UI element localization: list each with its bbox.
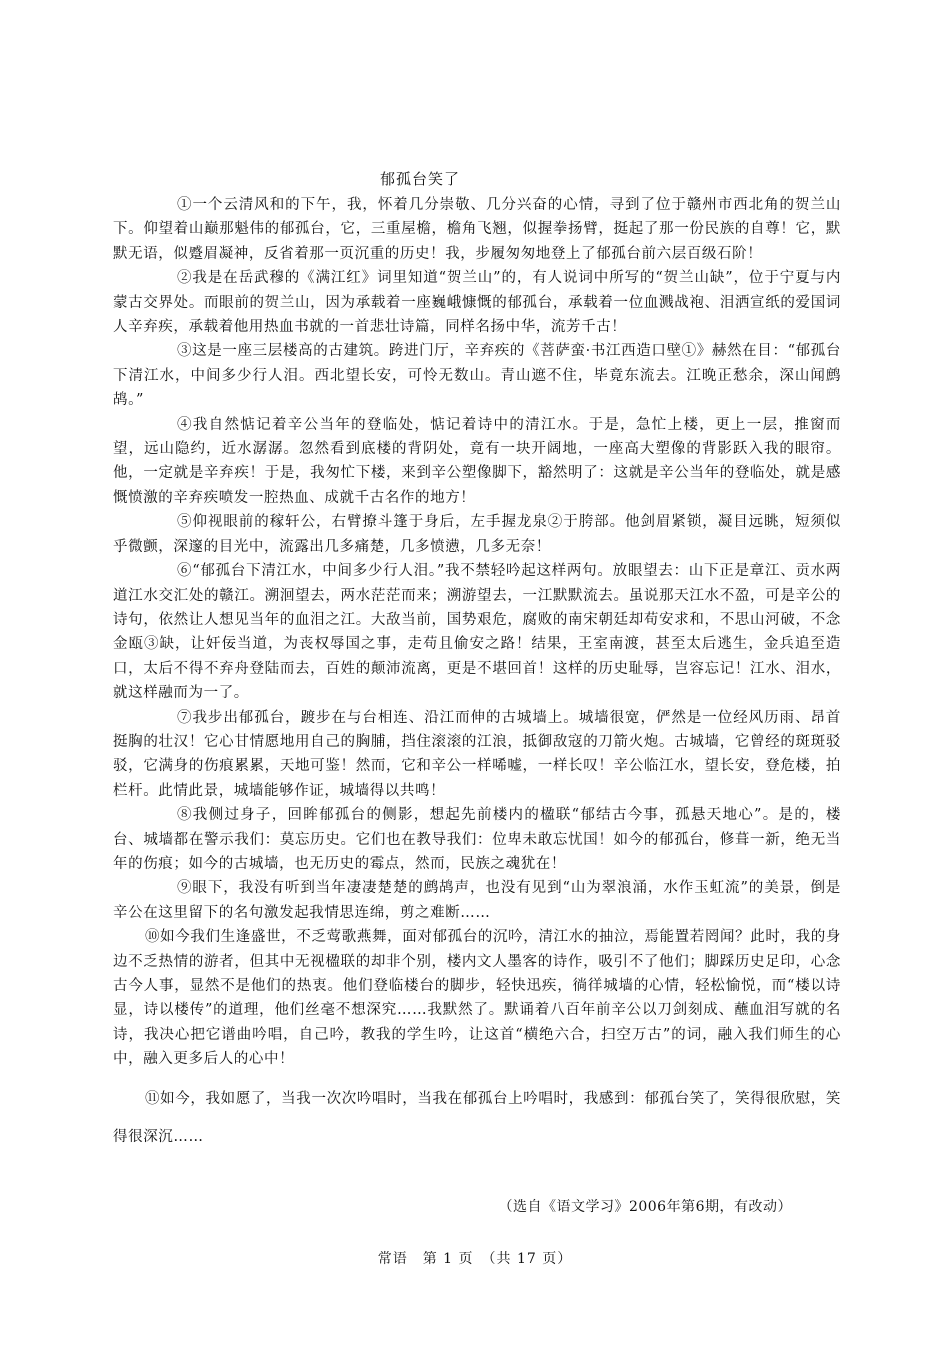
paragraph-1: ①一个云清风和的下午，我，怀着几分崇敬、几分兴奋的心情，寻到了位于赣州市西北角的贺兰山下。仰望着山巅那魁伟的郁孤台，它，三重屋檐，檐角飞翘，似握拳扬臂，挺起了那一份民族的自尊！它，默默无语，似蹙眉凝神，反省着那一页沉重的历史！我，步履匆匆地登上了郁孤台前六层百级石阶！ — [113, 197, 841, 262]
paragraph-10: ⑩如今我们生逢盛世，不乏莺歌燕舞，面对郁孤台的沉吟，清江水的抽泣，焉能置若罔闻？此时，我的身边不乏热情的游者，但其中无视楹联的却非个别，楼内文人墨客的诗作，吸引不了他们；脚踩历史足印，心念古今人事，显然不是他们的热衷。他们登临楼台的脚步，轻快迅疾，徜徉城墙的心情，轻松愉悦，而“楼以诗显，诗以楼传”的道理，他们丝毫不想深究……我默然了。默诵着八百年前辛公以刀剑刻成、蘸血泪写就的名诗，我决心把它谱曲吟唱，自己吟，教我的学生吟，让这首“横绝六合，扫空万古”的词，融入我们师生的心中，融入更多后人的心中！ — [113, 929, 841, 1068]
paragraph-3: ③这是一座三层楼高的古建筑。跨进门厅，辛弃疾的《菩萨蛮·书江西造口壁①》赫然在目：“郁孤台下清江水，中间多少行人泪。西北望长安，可怜无数山。青山遮不住，毕竟东流去。江晚正愁余，深山闻鹧鸪。” — [113, 343, 841, 409]
paragraph-7: ⑦我步出郁孤台，踱步在与台相连、沿江而伸的古城墙上。城墙很宽，俨然是一位经风历雨、昂首挺胸的壮汉！它心甘情愿地用自己的胸脯，挡住滚滚的江浪，抵御敌寇的刀箭火炮。古城墙，它曾经的斑斑驳驳，它满身的伤痕累累，天地可鉴！然而，它和辛公一样唏嘘，一样长叹！辛公临江水，望长安，登危楼，拍栏杆。此情此景，城墙能够作证，城墙得以共鸣！ — [113, 709, 841, 799]
article-body — [113, 193, 841, 1156]
paragraph-11: ⑪如今，我如愿了，当我一次次吟唱时，当我在郁孤台上吟唱时，我感到：郁孤台笑了，笑得很欣慰，笑得很深沉…… — [113, 1090, 841, 1145]
paragraph-9: ⑨眼下，我没有听到当年凄凄楚楚的鹧鸪声，也没有见到“山为翠浪涌，水作玉虹流”的美景，倒是辛公在这里留下的名句激发起我情思连绵，剪之难断…… — [113, 880, 841, 921]
paragraph-6: ⑥“郁孤台下清江水，中间多少行人泪。”我不禁轻吟起这样两句。放眼望去：山下正是章江、贡水两道江水交汇处的赣江。溯洄望去，两水茫茫而来；溯游望去，一江默默流去。虽说那天江水不盈，可是辛公的诗句，依然让人想见当年的血泪之江。大敌当前，国势艰危，腐败的南宋朝廷却苟安求和，不思山河破，不念金瓯③缺，让奸佞当道，为丧权辱国之事，走苟且偷安之路！结果，王室南渡，甚至太后逃生，金兵追至造口，太后不得不弃舟登陆而去，百姓的颠沛流离，更是不堪回首！这样的历史耻辱，岂容忘记！江水、泪水，就这样融而为一了。 — [113, 563, 841, 702]
paragraph-4: ④我自然惦记着辛公当年的登临处，惦记着诗中的清江水。于是，急忙上楼，更上一层，推窗而望，远山隐约，近水潺潺。忽然看到底楼的背阴处，竟有一块开阔地，一座高大塑像的背影跃入我的眼帘。他，一定就是辛弃疾！于是，我匆忙下楼，来到辛公塑像脚下，豁然明了：这就是辛公当年的登临处，就是感慨愤激的辛弃疾喷发一腔热血、成就千古名作的地方！ — [113, 416, 841, 506]
article-title: 郁孤台笑了 — [379, 170, 460, 188]
paragraph-2: ②我是在岳武穆的《满江红》词里知道“贺兰山”的，有人说词中所写的“贺兰山缺”，位于宁夏与内蒙古交界处。而眼前的贺兰山，因为承载着一座巍峨慷慨的郁孤台，承载着一位血溅战袍、泪洒宣纸的爱国词人辛弃疾，承载着他用热血书就的一首悲壮诗篇，同样名扬中华，流芳千古！ — [113, 270, 841, 336]
page-footer: 常语 第 1 页 （共 17 页） — [377, 1251, 573, 1267]
source-citation: （选自《语文学习》2006年第6期，有改动） — [498, 1199, 792, 1215]
paragraph-8: ⑧我侧过身子，回眸郁孤台的侧影，想起先前楼内的楹联“郁结古今事，孤悬天地心”。是的，楼台、城墙都在警示我们：莫忘历史。它们也在教导我们：位卑未敢忘忧国！如今的郁孤台，修葺一新，绝无当年的伤痕；如今的古城墙，也无历史的霉点，然而，民族之魂犹在！ — [113, 807, 841, 872]
paragraph-5: ⑤仰视眼前的稼轩公，右臂撩斗篷于身后，左手握龙泉②于胯部。他剑眉紧锁，凝目远眺，短须似乎微颤，深邃的目光中，流露出几多痛楚，几多愤懑，几多无奈！ — [113, 514, 841, 555]
